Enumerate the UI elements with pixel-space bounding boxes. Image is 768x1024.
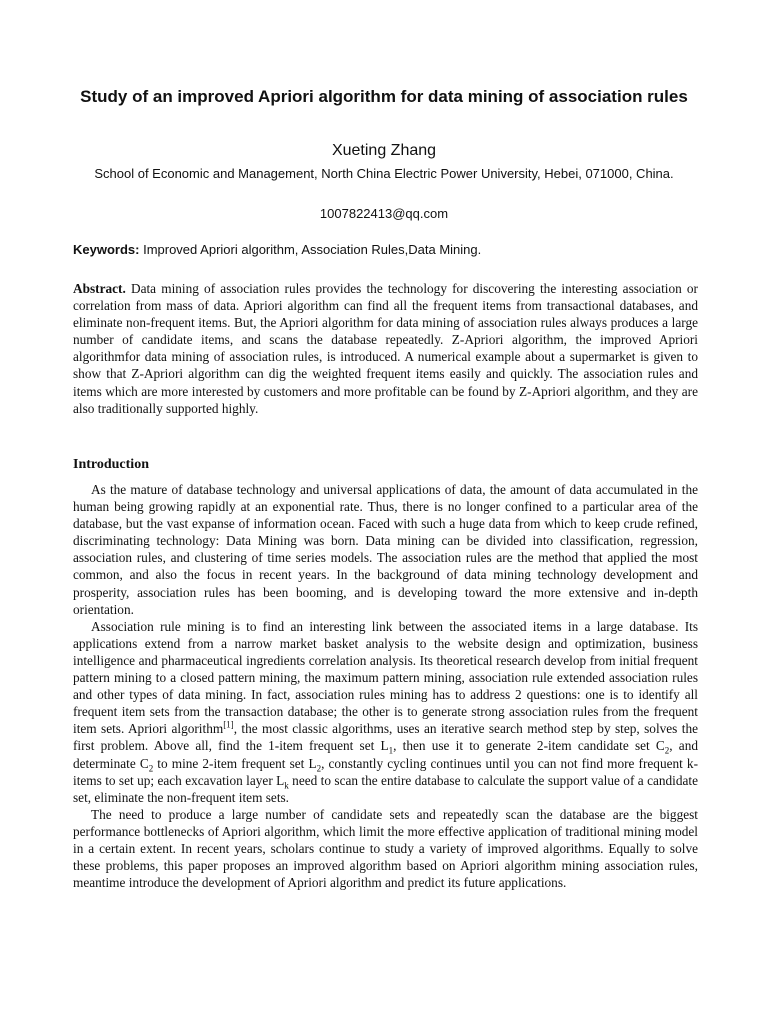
- author-affiliation: School of Economic and Management, North China Electric Power University, Hebei, 071000, China.: [94, 166, 674, 181]
- paper-title: Study of an improved Apriori algorithm for data mining of association rules: [80, 87, 688, 106]
- abstract: [73, 280, 698, 417]
- subscript-k: k: [284, 780, 289, 791]
- subscript-2a: 2: [664, 746, 670, 757]
- intro-p2-text-a: Association rule mining is to find an interesting link between the associated items in a large database. Its applications extend from a narrow market basket analysis to the website design and optimization, business intelligence and pharmaceutical ingredients correlation analysis. Its theoretical research develop from initial frequent pattern mining to a closed pattern mining, the maximum pattern mining, association rule extended association rules and other types of data mining. In fact, association rules mining has to address 2 questions: one is to identify all frequent item sets from the transaction database; the other is to generate strong association rules from the frequent item sets. Apriori algorithm: [73, 618, 698, 737]
- keywords: [73, 241, 703, 258]
- intro-p2-text-b: , the most classic algorithms, uses an iterative search method step by step, solves the first problem. Above all, find the 1-item frequent set L: [73, 721, 698, 754]
- citation-ref: [1]: [223, 719, 234, 730]
- section-heading-introduction: Introduction: [73, 457, 149, 472]
- intro-paragraph-1: As the mature of database technology and universal applications of data, the amount of data accumulated in the human being growing rapidly at an exponential rate. Thus, there is no longer confined to a particular area of the database, but the vast expanse of information ocean. Faced with such a huge data from which to keep crude refined, discriminating technology: Data Mining was born. Data mining can be divided into classification, regression, association rules, and clustering of time series models. The association rules are the method that applied the most common, and also the focus in recent years. In the background of data mining technology development and prosperity, association rules has been booming, and is developing toward the more extensive and in-depth orientation.: [73, 482, 698, 617]
- intro-p2-text-f: , constantly cycling continues until you can not find more frequent k-items to set up; each excavation layer L: [73, 755, 698, 788]
- intro-p2-text-d: , and determinate C: [73, 738, 698, 771]
- abstract-label: Abstract.: [73, 281, 126, 296]
- intro-p2-text-c: , then use it to generate 2-item candidate set C: [393, 738, 665, 754]
- intro-paragraph-3: The need to produce a large number of candidate sets and repeatedly scan the database are the biggest performance bottlenecks of Apriori algorithm, which limit the more effective application of traditional mining model in a certain extent. In recent years, scholars continue to study a variety of improved algorithms. Equally to solve these problems, this paper proposes an improved algorithm based on Apriori algorithm mining association rules, meantime introduce the development of Apriori algorithm and predict its future applications.: [73, 806, 698, 891]
- abstract-text: Data mining of association rules provides the technology for discovering the interesting association or correlation from mass of data. Apriori algorithm can find all the frequent items from transactional databases, and eliminate non-frequent items. But, the Apriori algorithm for data mining of association rules always produces a large number of candidate items, and scans the database repeatedly. Z-Apriori algorithm, the improved Apriori algorithmfor data mining of association rules, is introduced. A numerical example about a supermarket is given to show that Z-Apriori algorithm can dig the weighted frequent items easily and quickly. The association rules and items which are more interested by customers and more profitable can be found by Z-Apriori algorithm, and they are also traditionally supported highly.: [73, 281, 698, 416]
- intro-p2-text-g: need to scan the entire database to calculate the support value of a candidate set, eliminate the non-frequent item sets.: [73, 772, 699, 805]
- keywords-label: Keywords:: [73, 242, 140, 257]
- author-email: 1007822413@qq.com: [319, 206, 449, 221]
- author-name: Xueting Zhang: [331, 142, 437, 159]
- keywords-text: Improved Apriori algorithm, Association Rules,Data Mining.: [139, 242, 482, 257]
- intro-paragraph-2: [73, 618, 698, 806]
- introduction-body: [73, 481, 698, 891]
- subscript-2c: 2: [316, 763, 322, 774]
- subscript-2b: 2: [148, 763, 154, 774]
- subscript-1: 1: [388, 746, 394, 757]
- intro-p2-text-e: to mine 2-item frequent set L: [153, 755, 317, 771]
